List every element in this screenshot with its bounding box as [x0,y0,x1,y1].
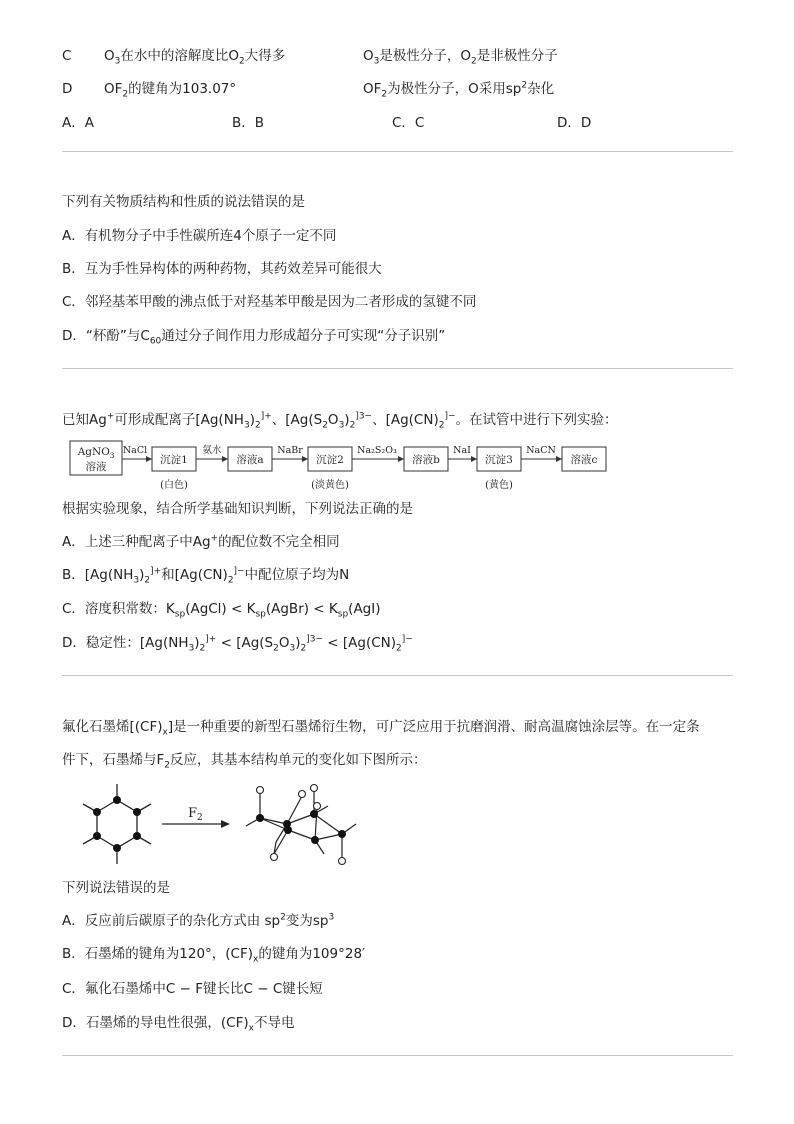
flow-note: (淡黄色) [311,480,349,491]
divider [62,1055,733,1056]
carbon-atom [311,836,319,844]
graphene-reaction-figure [62,776,372,874]
flow-reagent: NaCl [122,445,148,456]
fluorine-atom [271,854,278,861]
flow-note: (白色) [160,480,188,491]
option-a[interactable]: A．A [62,115,94,131]
question-prompt: 根据实验现象，结合所学基础知识判断，下列说法正确的是 [62,501,413,517]
carbon-atom [133,832,141,840]
option-a[interactable]: A．有机物分子中手性碳所连4个原子一定不同 [62,228,337,244]
carbon-atom [93,808,101,816]
option-b[interactable]: B．[$Ag(NH_3)_2^{]+}$和[$Ag(CN)_2^{]-}$中配位原子均为N [62,566,350,586]
question-stem-line2: 件下，石墨烯与$F_2$反应，其基本结构单元的变化如下图所示： [62,752,427,771]
flow-box-label: 沉淀2 [316,454,344,466]
carbon-atom [133,808,141,816]
flow-start-label: 溶液 [85,461,107,473]
flow-reagent: Na₂S₂O₃ [357,445,397,456]
option-d[interactable]: D．稳定性：[$Ag(NH_3)_2^{]+} < [Ag(S_2O_3)_2^{]3-} < [Ag(CN)_2^{]-}$ [62,634,413,654]
fluorine-atom [314,803,321,810]
option-b[interactable]: B．石墨烯的键角为120°，$(CF)_x$的键角为109°28′ [62,946,366,965]
fluorine-atom [311,785,318,792]
row-c-explanation: $O_3$是极性分子，$O_2$是非极性分子 [363,48,558,67]
row-d-fact: $OF_2$的键角为103.07° [104,81,237,100]
flow-start-formula: AgNO$_3$ [77,446,115,460]
option-d[interactable]: D．D [557,115,592,131]
fluorine-atom [299,791,306,798]
carbon-atom [284,826,292,834]
flow-box-label: 沉淀1 [160,454,188,466]
question-stem: 已知Ag+可形成配离子[$Ag(NH_3)_2^{]+}$、[$Ag(S_2O_3)_2^{]3-}$、[$Ag(CN)_2^{]-}$。在试管中进行下列实验： [62,411,618,431]
divider [62,151,733,152]
fluorine-atom [339,858,346,865]
option-c[interactable]: C．C [392,115,425,131]
option-d[interactable]: D．石墨烯的导电性很强，$(CF)_x$不导电 [62,1015,295,1034]
option-c[interactable]: C．溶度积常数：$K_{sp}(AgCl)$ < $K_{sp}(AgBr) < K_{sp}(AgI)$ [62,601,381,620]
carbon-atom [113,844,121,852]
flow-box-label: 溶液c [570,454,598,466]
option-a[interactable]: A．上述三种配离子中Ag+的配位数不完全相同 [62,533,340,550]
option-c[interactable]: C．氟化石墨烯中C − F键长比C − C键长短 [62,981,323,997]
carbon-atom [338,830,346,838]
row-d-explanation: $OF_2$为极性分子，O采用$sp^2$杂化 [363,80,555,100]
flow-box-label: 沉淀3 [485,454,513,466]
option-b[interactable]: B．B [232,115,265,131]
divider [62,675,733,676]
carbon-atom [93,832,101,840]
experiment-flowchart [62,436,622,494]
carbon-atom [310,810,318,818]
carbon-atom [113,796,121,804]
option-d[interactable]: D．“杯酚”与$C_{60}$通过分子间作用力形成超分子可实现“分子识别” [62,328,446,347]
option-b[interactable]: B．互为手性异构体的两种药物，其药效差异可能很大 [62,261,382,277]
fluorine-atom [257,787,264,794]
flow-reagent: 氨水 [202,445,222,456]
arrow-label: $F_2$ [188,806,203,823]
carbon-atom [256,814,264,822]
option-c[interactable]: C．邻羟基苯甲酸的沸点低于对羟基苯甲酸是因为二者形成的氢键不同 [62,294,477,310]
option-a[interactable]: A．反应前后碳原子的杂化方式由 $sp^2$变为$sp^3$ [62,912,335,929]
flow-box-label: 溶液b [412,454,440,466]
flow-reagent: NaCN [526,445,556,456]
row-c-label: C [62,48,72,64]
question-stem-line1: 氟化石墨烯$[(CF)_x]$是一种重要的新型石墨烯衍生物，可广泛应用于抗磨润滑、耐高温腐蚀涂层等。在一定条 [62,719,700,738]
row-c-fact: $O_3$在水中的溶解度比$O_2$大得多 [104,48,286,67]
divider [62,368,733,369]
flow-reagent: NaBr [277,445,303,456]
question-stem: 下列有关物质结构和性质的说法错误的是 [62,194,305,210]
row-d-label: D [62,81,73,97]
question-prompt: 下列说法错误的是 [62,880,170,896]
flow-box-label: 溶液a [236,454,264,466]
flow-note: (黄色) [485,480,513,491]
flow-reagent: NaI [453,445,471,456]
fluorographene-structure [246,790,356,858]
